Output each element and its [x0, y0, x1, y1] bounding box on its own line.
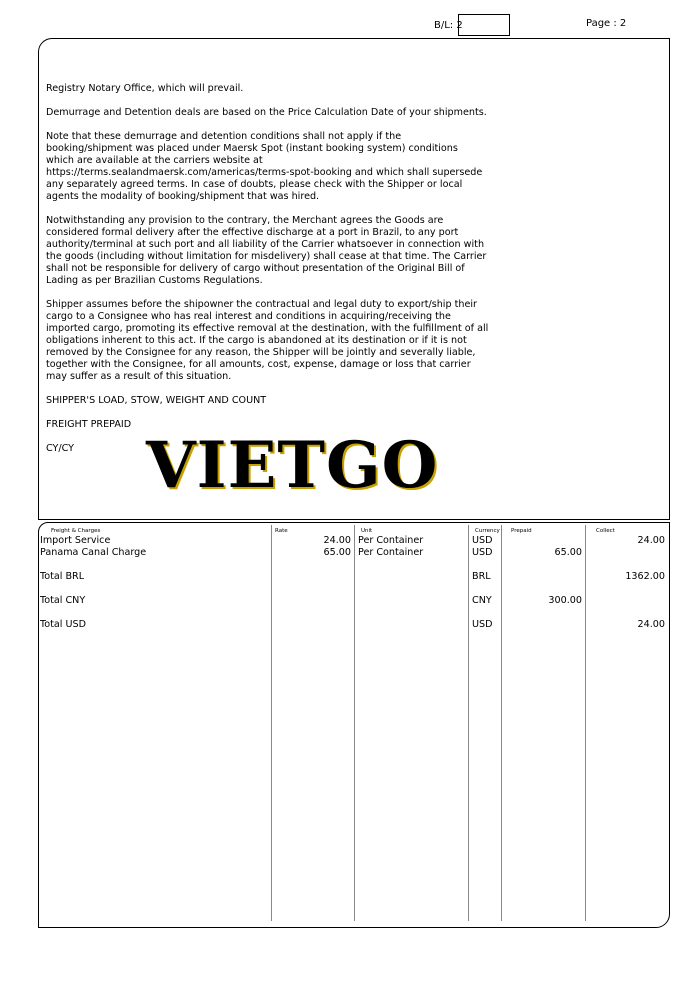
charge-description: Panama Canal Charge	[40, 547, 147, 558]
clause-demurrage-basis: Demurrage and Detention deals are based on the Price Calculation Date of your shipments.	[46, 107, 487, 118]
table-row	[39, 571, 669, 583]
column-header-unit: Unit	[361, 528, 373, 534]
charge-description: Total BRL	[40, 571, 85, 582]
charge-description: Import Service	[40, 535, 111, 546]
vietgo-watermark-logo: VIETGO	[146, 428, 439, 503]
clause-brazil-delivery: Notwithstanding any provision to the contrary, the Merchant agrees the Goods are considered formal delivery after the effective discharge at a port in Brazil, to any port authority/terminal at such port and all liability of the Carrier whatsoever in connection with the goods (including without limitation for misdelivery) shall cease at that time. The Carrier shall not be responsible for delivery of cargo without presentation of the Original Bill of Lading as per Brazilian Customs Regulations.	[46, 215, 487, 286]
clause-shippers-load: SHIPPER'S LOAD, STOW, WEIGHT AND COUNT	[46, 395, 267, 406]
charge-description: Total USD	[40, 619, 86, 630]
charges-table	[38, 522, 670, 928]
column-divider	[468, 525, 469, 921]
column-header-prepaid: Prepaid	[511, 528, 532, 534]
charge-unit: Per Container	[358, 535, 424, 546]
page-number: Page : 2	[586, 18, 627, 29]
charge-currency: USD	[472, 535, 493, 546]
clause-maersk-spot: Note that these demurrage and detention conditions shall not apply if the booking/shipment was placed under Maersk Spot (instant booking system) conditions which are available at the carriers website at https://terms.sealandmaersk.com/americas/terms-spot-booking and which shall supersede any separately agreed terms. In case of doubts, please check with the Shipper or local agents the modality of booking/shipment that was hired.	[46, 131, 483, 202]
table-row	[39, 547, 669, 559]
column-divider	[501, 525, 502, 921]
charge-collect: 24.00	[637, 535, 665, 546]
clause-cy-cy: CY/CY	[46, 443, 75, 454]
clauses-text	[46, 83, 496, 467]
charge-prepaid: 65.00	[554, 547, 582, 558]
charge-prepaid: 300.00	[548, 595, 582, 606]
column-header-rate: Rate	[275, 528, 288, 534]
bl-number-label: B/L: 2	[434, 20, 463, 31]
charge-collect: 1362.00	[625, 571, 665, 582]
table-row	[39, 535, 669, 547]
charge-currency: CNY	[472, 595, 492, 606]
charge-currency: BRL	[472, 571, 491, 582]
table-row	[39, 619, 669, 631]
column-header-currency: Currency	[475, 528, 500, 534]
clause-shipper-duty: Shipper assumes before the shipowner the contractual and legal duty to export/ship their cargo to a Consignee who has real interest and conditions in acquiring/receiving the imported cargo, promoting its effective removal at the destination, with the fulfillment of all obligations inherent to this act. If the cargo is abandoned at its destination or if it is not removed by the Consignee for any reason, the Shipper will be jointly and severally liable, together with the Consignee, for all amounts, cost, expense, damage or loss that carrier may suffer as a result of this situation.	[46, 299, 489, 382]
table-row	[39, 595, 669, 607]
column-divider	[354, 525, 355, 921]
charge-unit: Per Container	[358, 547, 424, 558]
clauses-panel	[38, 38, 670, 520]
column-header-freight: Freight & Charges	[51, 528, 101, 534]
clause-registry: Registry Notary Office, which will prevail.	[46, 83, 244, 94]
column-divider	[271, 525, 272, 921]
charge-collect: 24.00	[637, 619, 665, 630]
charge-currency: USD	[472, 619, 493, 630]
column-header-collect: Collect	[596, 528, 615, 534]
column-divider	[585, 525, 586, 921]
charge-currency: USD	[472, 547, 493, 558]
bl-number-box	[458, 14, 510, 36]
charge-rate: 65.00	[323, 547, 351, 558]
charge-description: Total CNY	[40, 595, 86, 606]
charge-rate: 24.00	[323, 535, 351, 546]
clause-freight-prepaid: FREIGHT PREPAID	[46, 419, 132, 430]
